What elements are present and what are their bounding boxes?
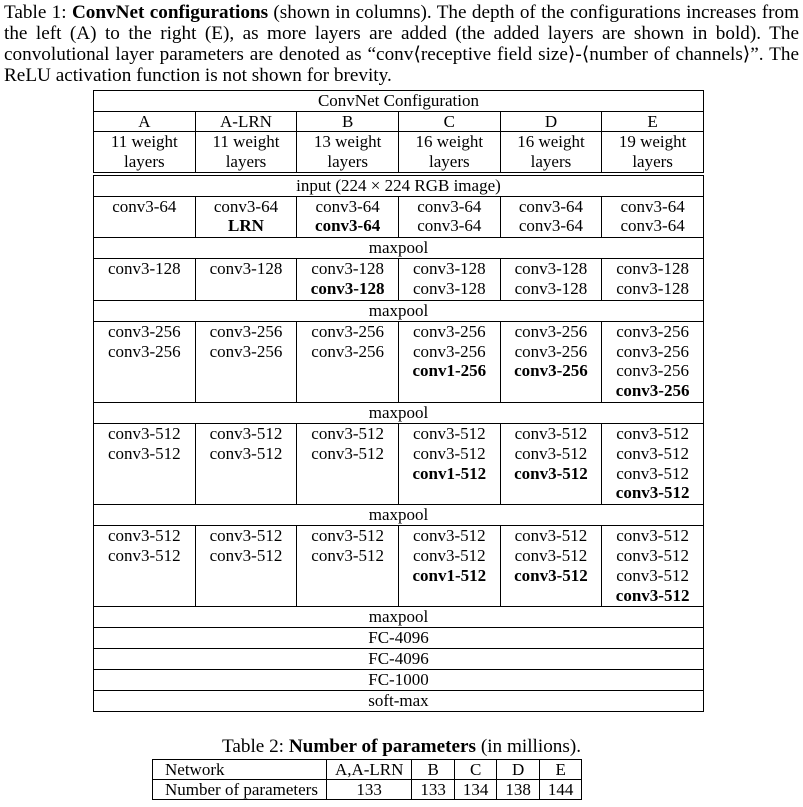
tail-row: FC-1000 (94, 670, 704, 691)
layer: conv3-64 (213, 196, 279, 216)
layer-cell (500, 423, 602, 504)
layer-cell (500, 526, 602, 607)
depth-line: layers (327, 151, 368, 171)
layer: conv3-512 (209, 545, 283, 565)
layer-cell (500, 196, 602, 238)
depth-line: 13 weight (313, 132, 382, 151)
layer: conv3-256 (514, 341, 588, 361)
network-name: C (454, 760, 497, 780)
layer: conv3-64 (112, 196, 177, 216)
layer: conv3-256 (107, 341, 181, 361)
column-name: E (602, 111, 704, 132)
layer: conv3-512 (616, 545, 689, 565)
layer: conv3-256 (616, 321, 689, 341)
column-depth (94, 132, 196, 174)
layer: conv3-64 (417, 216, 482, 236)
layer-cell (297, 259, 399, 301)
layer: conv3-64 (315, 196, 380, 216)
layer: conv3-128 (107, 259, 181, 279)
layer: conv3-128 (616, 259, 689, 279)
column-depth (195, 132, 297, 174)
layer-cell (297, 526, 399, 607)
input-row: input (224 × 224 RGB image) (94, 174, 704, 197)
network-name: D (497, 760, 540, 780)
layer-cell (94, 526, 196, 607)
param-count: 144 (539, 780, 582, 800)
network-label: Network (153, 760, 327, 780)
layer: conv3-128 (514, 259, 588, 279)
layer: conv3-512 (209, 423, 283, 443)
layer-cell (94, 321, 196, 402)
layer-cell (398, 526, 500, 607)
tail-row: FC-4096 (94, 649, 704, 670)
tail-row: maxpool (94, 607, 704, 628)
caption1-title: ConvNet configurations (71, 2, 269, 23)
depth-line: 19 weight (618, 132, 687, 151)
column-name: C (398, 111, 500, 132)
layer: conv3-64 (620, 196, 685, 216)
depth-line: 16 weight (517, 132, 585, 151)
added-layer: LRN (228, 216, 264, 236)
layer: conv3-512 (616, 463, 689, 483)
depth-line: layers (632, 151, 673, 171)
layer: conv3-256 (311, 321, 384, 341)
table1-caption (4, 2, 799, 86)
caption1-body: (shown in columns). The depth of the configurations increases from the left (A) to the right (E), as more layers are added (the added layers are shown in bold). The convolutional layer parameters are denoted as “conv⟨receptive field size⟩-⟨number of channels⟩”. The ReLU activation function is not shown for brevity. (4, 2, 800, 86)
column-depth (500, 132, 602, 174)
added-layer: conv3-256 (514, 361, 588, 381)
layer: conv3-512 (412, 545, 486, 565)
network-name: A,A-LRN (326, 760, 411, 780)
layer: conv3-512 (311, 545, 384, 565)
layer-cell (94, 423, 196, 504)
depth-line: 11 weight (110, 132, 178, 151)
layer: conv3-512 (616, 443, 689, 463)
added-layer: conv3-64 (315, 216, 381, 236)
layer-cell (195, 259, 297, 301)
layer: conv3-128 (514, 278, 588, 298)
layer-cell (94, 259, 196, 301)
params-label: Number of parameters (153, 780, 327, 800)
added-layer: conv3-128 (310, 278, 385, 298)
caption2-suffix: (in millions). (480, 736, 582, 757)
tail-row: FC-4096 (94, 628, 704, 649)
param-count: 133 (326, 780, 411, 800)
added-layer: conv3-256 (615, 381, 690, 401)
caption1-prefix: Table 1: (4, 2, 67, 23)
layer: conv3-512 (107, 526, 181, 546)
column-name: D (500, 111, 602, 132)
convnet-config-table (93, 90, 704, 712)
table2-caption (0, 736, 803, 757)
depth-line: layers (530, 151, 572, 171)
layer-cell (602, 196, 704, 238)
layer: conv3-512 (107, 423, 181, 443)
layer: conv3-512 (514, 423, 588, 443)
layer-cell (398, 196, 500, 238)
added-layer: conv3-512 (615, 585, 690, 605)
layer-cell (195, 196, 297, 238)
column-depth (602, 132, 704, 174)
layer: conv3-256 (209, 321, 283, 341)
layer: conv3-256 (311, 341, 384, 361)
layer: conv3-512 (311, 423, 384, 443)
tail-row: soft-max (94, 691, 704, 712)
layer: conv3-512 (514, 545, 588, 565)
added-layer: conv1-256 (412, 361, 487, 381)
layer: conv3-512 (514, 443, 588, 463)
depth-line: layers (429, 151, 470, 171)
column-name: A-LRN (195, 111, 297, 132)
layer: conv3-256 (616, 361, 689, 381)
layer: conv3-64 (417, 196, 482, 216)
layer: conv3-256 (412, 321, 486, 341)
network-name: B (412, 760, 455, 780)
layer: conv3-256 (209, 341, 283, 361)
depth-line: layers (124, 151, 165, 171)
layer-cell (602, 259, 704, 301)
layer-cell (297, 423, 399, 504)
layer: conv3-512 (311, 526, 384, 546)
layer: conv3-512 (412, 423, 486, 443)
layer-cell (500, 259, 602, 301)
layer: conv3-128 (616, 278, 689, 298)
layer: conv3-128 (311, 259, 384, 279)
layer-cell (195, 423, 297, 504)
config-header: ConvNet Configuration (94, 91, 704, 112)
layer: conv3-512 (209, 526, 283, 546)
layer: conv3-512 (616, 423, 689, 443)
column-depth (398, 132, 500, 174)
layer: conv3-64 (518, 196, 584, 216)
maxpool-row: maxpool (94, 505, 704, 526)
layer: conv3-512 (412, 443, 486, 463)
layer: conv3-512 (412, 526, 486, 546)
param-count: 133 (412, 780, 455, 800)
layer: conv3-512 (107, 443, 181, 463)
layer: conv3-512 (514, 526, 588, 546)
layer: conv3-512 (107, 545, 181, 565)
maxpool-row: maxpool (94, 238, 704, 259)
caption2-title: Number of parameters (288, 736, 477, 757)
layer-cell (602, 423, 704, 504)
layer-cell (195, 526, 297, 607)
layer-cell (602, 321, 704, 402)
layer: conv3-512 (616, 526, 689, 546)
maxpool-row: maxpool (94, 300, 704, 321)
column-name: A (94, 111, 196, 132)
layer-cell (500, 321, 602, 402)
layer-cell (602, 526, 704, 607)
caption2-prefix: Table 2: (221, 736, 285, 757)
layer-cell (195, 321, 297, 402)
layer: conv3-256 (616, 341, 689, 361)
layer: conv3-128 (412, 259, 486, 279)
layer: conv3-512 (616, 565, 689, 585)
layer: conv3-256 (107, 321, 181, 341)
added-layer: conv3-512 (514, 565, 588, 585)
layer-cell (398, 321, 500, 402)
layer: conv3-64 (620, 216, 685, 236)
layer: conv3-128 (209, 259, 283, 279)
layer: conv3-256 (514, 321, 588, 341)
layer: conv3-512 (311, 443, 384, 463)
layer: conv3-512 (209, 443, 283, 463)
column-depth (297, 132, 399, 174)
param-count: 134 (454, 780, 497, 800)
added-layer: conv3-512 (514, 463, 588, 483)
added-layer: conv1-512 (412, 565, 487, 585)
layer-cell (297, 196, 399, 238)
depth-line: 16 weight (415, 132, 484, 151)
added-layer: conv1-512 (412, 463, 487, 483)
depth-line: 11 weight (212, 132, 280, 151)
layer-cell (398, 259, 500, 301)
parameters-table (152, 759, 582, 800)
layer-cell (297, 321, 399, 402)
network-name: E (539, 760, 582, 780)
maxpool-row: maxpool (94, 402, 704, 423)
depth-line: layers (225, 151, 267, 171)
layer-cell (94, 196, 196, 238)
column-name: B (297, 111, 399, 132)
layer-cell (398, 423, 500, 504)
added-layer: conv3-512 (615, 483, 690, 503)
layer: conv3-256 (412, 341, 486, 361)
param-count: 138 (497, 780, 540, 800)
layer: conv3-128 (412, 278, 486, 298)
layer: conv3-64 (518, 216, 584, 236)
